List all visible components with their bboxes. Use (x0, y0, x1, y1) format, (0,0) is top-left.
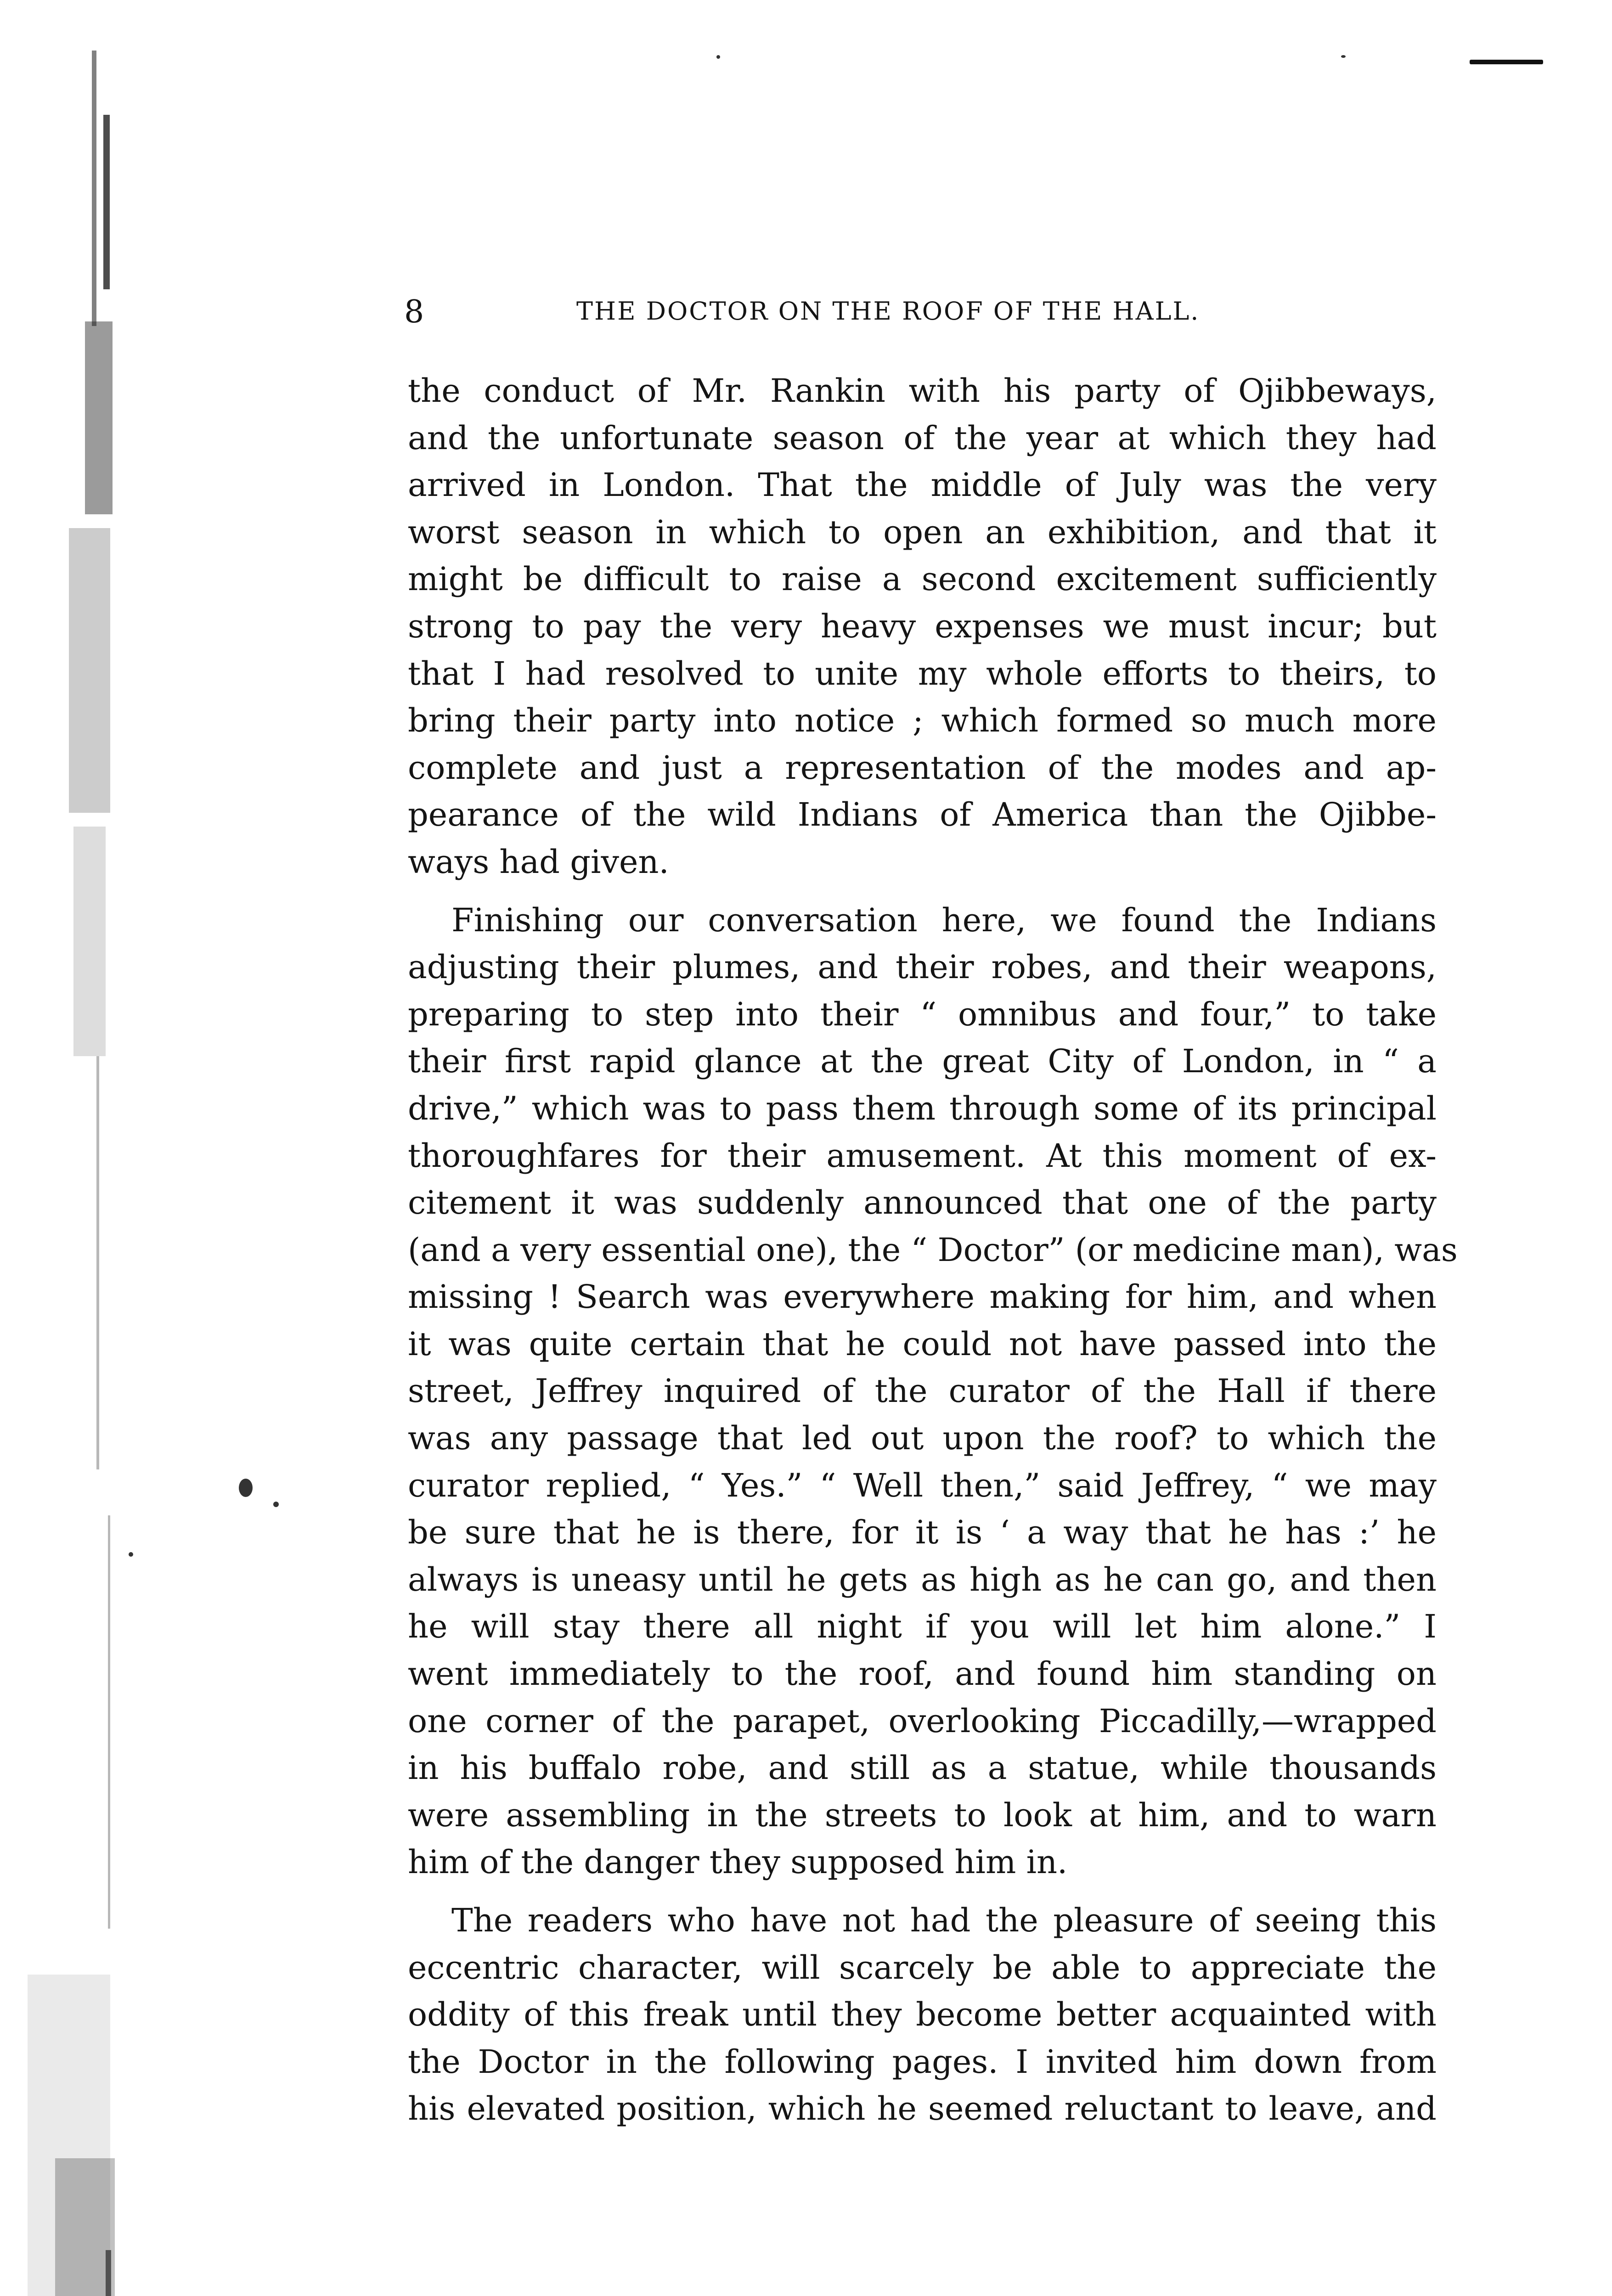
body-text (408, 367, 1458, 2133)
text-line: drive,” which was to pass them through some of its principal (408, 1089, 1437, 1127)
ink-speck (239, 1479, 253, 1497)
text-line: thoroughfares for their amusement. At this moment of ex- (408, 1137, 1437, 1175)
text-line: his elevated position, which he seemed reluctant to leave, and (408, 2090, 1437, 2128)
text-line: was any passage that led out upon the roof? to which the (408, 1419, 1437, 1458)
text-line: bring their party into notice ; which formed so much more (408, 702, 1437, 740)
text-line: pearance of the wild Indians of America than the Ojibbe- (408, 796, 1437, 834)
ink-speck (1341, 55, 1346, 58)
text-line: ways had given. (408, 843, 669, 881)
text-line: strong to pay the very heavy expenses we must incur; but (408, 607, 1437, 645)
text-line: one corner of the parapet, overlooking Piccadilly,—wrapped (408, 1702, 1437, 1740)
text-line: eccentric character, will scarcely be able to appreciate the (408, 1948, 1437, 1986)
page-number: 8 (404, 294, 425, 330)
running-title: THE DOCTOR ON THE ROOF OF THE HALL. (576, 297, 1200, 326)
text-line: oddity of this freak until they become better acquainted with (408, 1996, 1437, 2034)
paragraph (408, 1897, 1437, 2133)
text-line: the conduct of Mr. Rankin with his party of Ojibbeways, (408, 372, 1437, 410)
paragraph (408, 897, 1458, 1886)
paragraph-gap (408, 886, 1437, 897)
text-line: in his buffalo robe, and still as a statue, while thousands (408, 1749, 1437, 1787)
text-line: be sure that he is there, for it is ‘ a way that he has :’ he (408, 1514, 1437, 1552)
text-line: curator replied, “ Yes.” “ Well then,” said Jeffrey, “ we may (408, 1466, 1437, 1504)
text-line: worst season in which to open an exhibition, and that it (408, 513, 1437, 551)
text-line: missing ! Search was everywhere making for him, and when (408, 1278, 1437, 1316)
text-line: that I had resolved to unite my whole efforts to theirs, to (408, 654, 1437, 692)
text-line: and the unfortunate season of the year at which they had (408, 419, 1437, 457)
paragraph (408, 367, 1437, 886)
text-line: him of the danger they supposed him in. (408, 1843, 1068, 1881)
text-line: always is uneasy until he gets as high as he can go, and then (408, 1560, 1437, 1598)
scan-gutter-noise (0, 0, 152, 2296)
text-line: complete and just a representation of the modes and ap- (408, 748, 1437, 787)
ink-speck (716, 55, 720, 59)
text-line: Finishing our conversation here, we found the Indians (451, 901, 1437, 939)
ink-speck (129, 1552, 133, 1557)
text-line: street, Jeffrey inquired of the curator of the Hall if there (408, 1372, 1437, 1410)
text-line: were assembling in the streets to look at him, and to warn (408, 1796, 1437, 1834)
running-header (404, 294, 1442, 340)
text-line: arrived in London. That the middle of July was the very (408, 466, 1437, 504)
text-line: their first rapid glance at the great City of London, in “ a (408, 1042, 1437, 1080)
paragraph-gap (408, 1886, 1437, 1897)
text-line: The readers who have not had the pleasure of seeing this (451, 1902, 1437, 1939)
text-line: adjusting their plumes, and their robes, and their weapons, (408, 948, 1437, 986)
text-line: citement it was suddenly announced that one of the party (408, 1184, 1437, 1222)
text-line: might be difficult to raise a second excitement sufficiently (408, 560, 1437, 598)
text-line: it was quite certain that he could not have passed into the (408, 1325, 1437, 1363)
text-line: went immediately to the roof, and found him standing on (408, 1655, 1437, 1693)
ink-speck (273, 1502, 279, 1507)
text-line: (and a very essential one), the “ Doctor” (or medicine man), was (408, 1231, 1458, 1269)
ink-speck (1470, 60, 1543, 64)
text-line: he will stay there all night if you will let him alone.” I (408, 1608, 1437, 1646)
text-line: the Doctor in the following pages. I invited him down from (408, 2043, 1437, 2081)
text-line: preparing to step into their “ omnibus and four,” to take (408, 995, 1437, 1033)
